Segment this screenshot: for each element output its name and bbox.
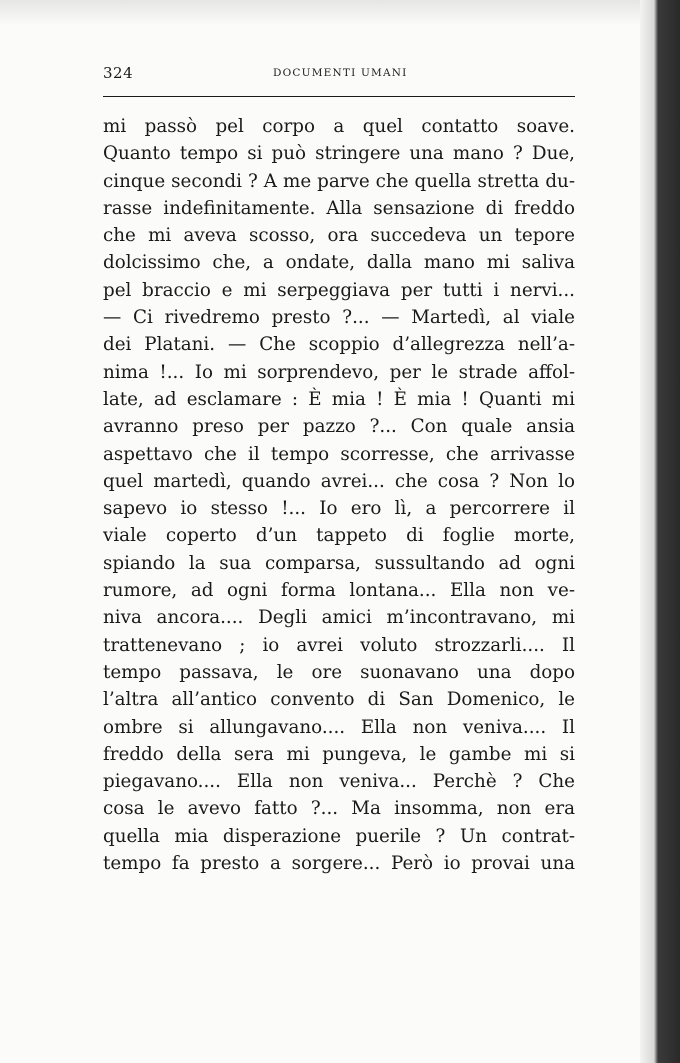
text-line: niva ancora.... Degli amici m’incontravano, mi xyxy=(103,607,575,629)
text-line: che mi aveva scosso, ora succedeva un tepore xyxy=(103,225,575,247)
text-line: nima !... Io mi sorprendevo, per le strade affol- xyxy=(103,361,575,383)
page-number: 324 xyxy=(103,64,134,82)
body-text xyxy=(103,113,575,877)
text-line: trattenevano ; io avrei voluto strozzarli.... Il xyxy=(103,634,575,656)
page-top-shading xyxy=(0,0,640,26)
text-line: dolcissimo che, a ondate, dalla mano mi saliva xyxy=(103,252,575,274)
text-line: pel braccio e mi serpeggiava per tutti i nervi... xyxy=(103,279,575,301)
text-line: dei Platani. — Che scoppio d’allegrezza nell’a- xyxy=(103,334,575,356)
text-line: avranno preso per pazzo ?... Con quale ansia xyxy=(103,416,575,438)
text-line: rumore, ad ogni forma lontana... Ella non ve- xyxy=(103,580,575,602)
text-line: ombre si allungavano.... Ella non veniva.... Il xyxy=(103,716,575,738)
text-line: l’altra all’antico convento di San Domenico, le xyxy=(103,689,575,711)
text-line: cosa le avevo fatto ?... Ma insomma, non era xyxy=(103,798,575,820)
text-line: — Ci rivedremo presto ?... — Martedì, al viale xyxy=(103,307,575,329)
book-spine-edge xyxy=(640,0,680,1063)
text-line: viale coperto d’un tappeto di foglie morte, xyxy=(103,525,575,547)
text-line: cinque secondi ? A me parve che quella stretta du- xyxy=(103,170,575,192)
text-line: aspettavo che il tempo scorresse, che arrivasse xyxy=(103,443,575,465)
text-line: late, ad esclamare : È mia ! È mia ! Quanti mi xyxy=(103,388,575,410)
text-line: tempo fa presto a sorgere... Però io provai una xyxy=(103,853,575,875)
text-line: quella mia disperazione puerile ? Un contrat- xyxy=(103,825,575,847)
text-line: rasse indefinitamente. Alla sensazione di freddo xyxy=(103,197,575,219)
header-rule xyxy=(103,96,575,97)
text-line: quel martedì, quando avrei... che cosa ? Non lo xyxy=(103,470,575,492)
text-line: mi passò pel corpo a quel contatto soave. xyxy=(103,116,575,137)
page-header xyxy=(103,62,575,86)
text-line: freddo della sera mi pungeva, le gambe mi si xyxy=(103,743,575,765)
text-line: spiando la sua comparsa, sussultando ad ogni xyxy=(103,552,575,574)
text-line: piegavano.... Ella non veniva... Perchè ? Che xyxy=(103,771,575,793)
text-line: tempo passava, le ore suonavano una dopo xyxy=(103,661,575,683)
running-title: DOCUMENTI UMANI xyxy=(273,67,408,79)
text-line: Quanto tempo si può stringere una mano ? Due, xyxy=(103,143,575,165)
text-line: sapevo io stesso !... Io ero lì, a percorrere il xyxy=(103,498,575,520)
